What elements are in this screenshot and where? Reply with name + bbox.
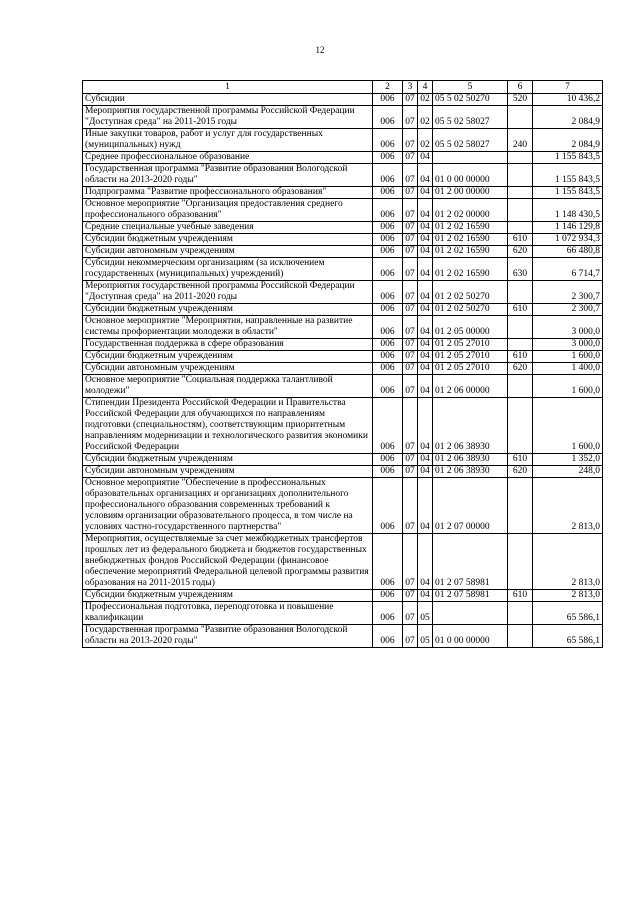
row-csr-cell: 05 5 02 50270 bbox=[433, 94, 508, 106]
row-gr-cell: 006 bbox=[373, 590, 403, 602]
row-gr-cell: 006 bbox=[373, 164, 403, 187]
table-row bbox=[83, 602, 603, 625]
row-rz-cell: 07 bbox=[403, 94, 418, 106]
table-row bbox=[83, 258, 603, 281]
row-pr-cell: 04 bbox=[418, 187, 433, 199]
row-gr-cell: 006 bbox=[373, 94, 403, 106]
column-header: 5 bbox=[433, 81, 508, 94]
table-row bbox=[83, 363, 603, 375]
table-row bbox=[83, 129, 603, 152]
row-name-cell: Субсидии некоммерческим организациям (за исключением государственных (муниципальных) учреждений) bbox=[83, 258, 373, 281]
page-number: 12 bbox=[315, 45, 325, 55]
row-csr-cell: 01 2 02 50270 bbox=[433, 304, 508, 316]
row-name-cell: Субсидии автономным учреждениям bbox=[83, 466, 373, 478]
row-gr-cell: 006 bbox=[373, 106, 403, 129]
row-pr-cell: 04 bbox=[418, 398, 433, 454]
row-csr-cell bbox=[433, 152, 508, 164]
table-row bbox=[83, 625, 603, 648]
row-sum-cell: 3 000,0 bbox=[533, 339, 603, 351]
row-sum-cell: 1 600,0 bbox=[533, 375, 603, 398]
table-row bbox=[83, 164, 603, 187]
table-header-row bbox=[83, 81, 603, 94]
row-rz-cell: 07 bbox=[403, 466, 418, 478]
row-name-cell: Основное мероприятие "Обеспечение в профессиональных образовательных организациях и организациях дополнительного профессионального образования современных требований к условиям организации образовательного процесса, в том числе на условиях частно-государственного партнерства" bbox=[83, 478, 373, 534]
row-sum-cell: 2 813,0 bbox=[533, 478, 603, 534]
row-pr-cell: 04 bbox=[418, 375, 433, 398]
row-name-cell: Государственная поддержка в сфере образования bbox=[83, 339, 373, 351]
row-pr-cell: 04 bbox=[418, 363, 433, 375]
row-name-cell: Средние специальные учебные заведения bbox=[83, 222, 373, 234]
row-rz-cell: 07 bbox=[403, 222, 418, 234]
row-rz-cell: 07 bbox=[403, 152, 418, 164]
row-rz-cell: 07 bbox=[403, 478, 418, 534]
row-csr-cell: 01 2 05 27010 bbox=[433, 363, 508, 375]
table-body bbox=[83, 94, 603, 648]
row-vr-cell bbox=[508, 199, 533, 222]
row-sum-cell: 1 155 843,5 bbox=[533, 187, 603, 199]
row-sum-cell: 1 072 934,3 bbox=[533, 234, 603, 246]
row-name-cell: Субсидии автономным учреждениям bbox=[83, 363, 373, 375]
row-csr-cell: 01 2 02 16590 bbox=[433, 258, 508, 281]
row-sum-cell: 6 714,7 bbox=[533, 258, 603, 281]
row-sum-cell: 2 300,7 bbox=[533, 281, 603, 304]
row-rz-cell: 07 bbox=[403, 199, 418, 222]
row-vr-cell bbox=[508, 602, 533, 625]
row-sum-cell: 2 084,9 bbox=[533, 106, 603, 129]
row-sum-cell: 1 148 430,5 bbox=[533, 199, 603, 222]
row-csr-cell: 01 2 05 27010 bbox=[433, 351, 508, 363]
row-vr-cell bbox=[508, 187, 533, 199]
row-gr-cell: 006 bbox=[373, 478, 403, 534]
table-row bbox=[83, 304, 603, 316]
row-name-cell: Основное мероприятие "Социальная поддержка талантливой молодежи" bbox=[83, 375, 373, 398]
row-name-cell: Мероприятия государственной программы Российской Федерации "Доступная среда" на 2011-2020 годы bbox=[83, 281, 373, 304]
row-gr-cell: 006 bbox=[373, 152, 403, 164]
row-vr-cell: 620 bbox=[508, 466, 533, 478]
table-row bbox=[83, 466, 603, 478]
row-pr-cell: 04 bbox=[418, 199, 433, 222]
row-vr-cell: 610 bbox=[508, 454, 533, 466]
row-gr-cell: 006 bbox=[373, 316, 403, 339]
row-gr-cell: 006 bbox=[373, 351, 403, 363]
row-name-cell: Иные закупки товаров, работ и услуг для государственных (муниципальных) нужд bbox=[83, 129, 373, 152]
row-name-cell: Субсидии бюджетным учреждениям bbox=[83, 351, 373, 363]
row-gr-cell: 006 bbox=[373, 602, 403, 625]
row-sum-cell: 1 155 843,5 bbox=[533, 152, 603, 164]
row-rz-cell: 07 bbox=[403, 339, 418, 351]
column-header: 1 bbox=[83, 81, 373, 94]
row-pr-cell: 04 bbox=[418, 316, 433, 339]
row-gr-cell: 006 bbox=[373, 363, 403, 375]
row-vr-cell: 240 bbox=[508, 129, 533, 152]
row-name-cell: Среднее профессиональное образование bbox=[83, 152, 373, 164]
row-vr-cell bbox=[508, 339, 533, 351]
table-row bbox=[83, 375, 603, 398]
row-gr-cell: 006 bbox=[373, 246, 403, 258]
row-name-cell: Субсидии бюджетным учреждениям bbox=[83, 590, 373, 602]
table-row bbox=[83, 339, 603, 351]
row-vr-cell: 520 bbox=[508, 94, 533, 106]
row-vr-cell bbox=[508, 281, 533, 304]
row-name-cell: Мероприятия, осуществляемые за счет межбюджетных трансфертов прошлых лет из федерального бюджета и бюджетов государственных внебюджетных фондов Российской Федерации (финансовое обеспечение мероприятий Федеральной целевой программы развития образования на 2011-2015 годы) bbox=[83, 534, 373, 590]
table-row bbox=[83, 281, 603, 304]
row-name-cell: Субсидии автономным учреждениям bbox=[83, 246, 373, 258]
row-sum-cell: 65 586,1 bbox=[533, 602, 603, 625]
row-gr-cell: 006 bbox=[373, 222, 403, 234]
row-csr-cell: 01 2 05 00000 bbox=[433, 316, 508, 339]
row-pr-cell: 05 bbox=[418, 625, 433, 648]
row-sum-cell: 2 300,7 bbox=[533, 304, 603, 316]
table-row bbox=[83, 398, 603, 454]
row-vr-cell bbox=[508, 478, 533, 534]
row-vr-cell bbox=[508, 398, 533, 454]
table-row bbox=[83, 246, 603, 258]
row-pr-cell: 04 bbox=[418, 454, 433, 466]
row-rz-cell: 07 bbox=[403, 129, 418, 152]
row-vr-cell: 630 bbox=[508, 258, 533, 281]
row-gr-cell: 006 bbox=[373, 466, 403, 478]
row-csr-cell: 01 2 02 16590 bbox=[433, 234, 508, 246]
column-header: 7 bbox=[533, 81, 603, 94]
row-gr-cell: 006 bbox=[373, 534, 403, 590]
budget-table bbox=[82, 80, 603, 648]
row-csr-cell: 01 2 00 00000 bbox=[433, 187, 508, 199]
row-vr-cell: 610 bbox=[508, 304, 533, 316]
row-pr-cell: 04 bbox=[418, 478, 433, 534]
row-sum-cell: 2 084,9 bbox=[533, 129, 603, 152]
row-rz-cell: 07 bbox=[403, 281, 418, 304]
table-row bbox=[83, 187, 603, 199]
row-vr-cell bbox=[508, 222, 533, 234]
row-pr-cell: 04 bbox=[418, 246, 433, 258]
row-gr-cell: 006 bbox=[373, 304, 403, 316]
row-csr-cell: 05 5 02 58027 bbox=[433, 129, 508, 152]
row-rz-cell: 07 bbox=[403, 375, 418, 398]
row-pr-cell: 04 bbox=[418, 152, 433, 164]
row-csr-cell bbox=[433, 602, 508, 625]
row-sum-cell: 2 813,0 bbox=[533, 534, 603, 590]
row-rz-cell: 07 bbox=[403, 106, 418, 129]
row-vr-cell: 610 bbox=[508, 351, 533, 363]
row-pr-cell: 04 bbox=[418, 258, 433, 281]
row-gr-cell: 006 bbox=[373, 281, 403, 304]
row-rz-cell: 07 bbox=[403, 398, 418, 454]
row-gr-cell: 006 bbox=[373, 129, 403, 152]
row-pr-cell: 02 bbox=[418, 106, 433, 129]
row-vr-cell: 620 bbox=[508, 246, 533, 258]
row-rz-cell: 07 bbox=[403, 164, 418, 187]
row-pr-cell: 04 bbox=[418, 222, 433, 234]
row-rz-cell: 07 bbox=[403, 602, 418, 625]
table-row bbox=[83, 199, 603, 222]
row-csr-cell: 01 2 02 16590 bbox=[433, 246, 508, 258]
row-sum-cell: 3 000,0 bbox=[533, 316, 603, 339]
row-sum-cell: 1 146 129,8 bbox=[533, 222, 603, 234]
row-sum-cell: 1 400,0 bbox=[533, 363, 603, 375]
row-vr-cell bbox=[508, 316, 533, 339]
row-pr-cell: 05 bbox=[418, 602, 433, 625]
table-row bbox=[83, 234, 603, 246]
row-csr-cell: 01 2 07 58981 bbox=[433, 590, 508, 602]
row-csr-cell: 01 2 06 38930 bbox=[433, 398, 508, 454]
row-gr-cell: 006 bbox=[373, 339, 403, 351]
table-row bbox=[83, 534, 603, 590]
row-csr-cell: 01 2 06 00000 bbox=[433, 375, 508, 398]
table-row bbox=[83, 94, 603, 106]
row-sum-cell: 1 600,0 bbox=[533, 351, 603, 363]
row-gr-cell: 006 bbox=[373, 625, 403, 648]
row-vr-cell bbox=[508, 106, 533, 129]
row-csr-cell: 01 2 02 50270 bbox=[433, 281, 508, 304]
row-sum-cell: 66 480,8 bbox=[533, 246, 603, 258]
row-csr-cell: 01 2 07 58981 bbox=[433, 534, 508, 590]
row-gr-cell: 006 bbox=[373, 398, 403, 454]
row-rz-cell: 07 bbox=[403, 187, 418, 199]
row-name-cell: Субсидии бюджетным учреждениям bbox=[83, 234, 373, 246]
row-pr-cell: 04 bbox=[418, 590, 433, 602]
row-pr-cell: 02 bbox=[418, 129, 433, 152]
row-name-cell: Субсидии bbox=[83, 94, 373, 106]
row-sum-cell: 2 813,0 bbox=[533, 590, 603, 602]
row-name-cell: Профессиональная подготовка, переподготовка и повышение квалификации bbox=[83, 602, 373, 625]
column-header: 4 bbox=[418, 81, 433, 94]
column-header: 2 bbox=[373, 81, 403, 94]
row-sum-cell: 10 436,2 bbox=[533, 94, 603, 106]
row-name-cell: Мероприятия государственной программы Российской Федерации "Доступная среда" на 2011-2015 годы bbox=[83, 106, 373, 129]
row-pr-cell: 04 bbox=[418, 234, 433, 246]
row-csr-cell: 01 0 00 00000 bbox=[433, 164, 508, 187]
table-row bbox=[83, 316, 603, 339]
table-row bbox=[83, 222, 603, 234]
column-header: 3 bbox=[403, 81, 418, 94]
row-pr-cell: 04 bbox=[418, 466, 433, 478]
row-vr-cell bbox=[508, 152, 533, 164]
row-sum-cell: 1 600,0 bbox=[533, 398, 603, 454]
row-vr-cell bbox=[508, 375, 533, 398]
row-name-cell: Основное мероприятие "Организация предоставления среднего профессионального образования" bbox=[83, 199, 373, 222]
row-name-cell: Субсидии бюджетным учреждениям bbox=[83, 454, 373, 466]
row-name-cell: Стипендии Президента Российской Федерации и Правительства Российской Федерации для обучающихся по направлениям подготовки (специальностям), соответствующим приоритетным направлениям модернизации и технологического развития экономики Российской Федерации bbox=[83, 398, 373, 454]
row-csr-cell: 01 2 05 27010 bbox=[433, 339, 508, 351]
table-row bbox=[83, 351, 603, 363]
row-rz-cell: 07 bbox=[403, 454, 418, 466]
row-pr-cell: 04 bbox=[418, 534, 433, 590]
row-csr-cell: 01 2 02 00000 bbox=[433, 199, 508, 222]
row-gr-cell: 006 bbox=[373, 234, 403, 246]
row-name-cell: Государственная программа "Развитие образования Вологодской области на 2013-2020 годы" bbox=[83, 164, 373, 187]
table-row bbox=[83, 152, 603, 164]
row-csr-cell: 05 5 02 58027 bbox=[433, 106, 508, 129]
row-csr-cell: 01 2 07 00000 bbox=[433, 478, 508, 534]
row-rz-cell: 07 bbox=[403, 351, 418, 363]
row-sum-cell: 248,0 bbox=[533, 466, 603, 478]
row-vr-cell bbox=[508, 164, 533, 187]
row-csr-cell: 01 2 06 38930 bbox=[433, 454, 508, 466]
row-vr-cell: 620 bbox=[508, 363, 533, 375]
row-name-cell: Государственная программа "Развитие образования Вологодской области на 2013-2020 годы" bbox=[83, 625, 373, 648]
column-header: 6 bbox=[508, 81, 533, 94]
row-sum-cell: 1 352,0 bbox=[533, 454, 603, 466]
table-row bbox=[83, 106, 603, 129]
row-pr-cell: 04 bbox=[418, 164, 433, 187]
row-name-cell: Подпрограмма "Развитие профессионального образования" bbox=[83, 187, 373, 199]
row-vr-cell: 610 bbox=[508, 234, 533, 246]
row-rz-cell: 07 bbox=[403, 363, 418, 375]
row-sum-cell: 1 155 843,5 bbox=[533, 164, 603, 187]
row-name-cell: Основное мероприятие "Мероприятия, направленные на развитие системы профориентации молодежи в области" bbox=[83, 316, 373, 339]
row-rz-cell: 07 bbox=[403, 625, 418, 648]
row-gr-cell: 006 bbox=[373, 199, 403, 222]
row-pr-cell: 02 bbox=[418, 94, 433, 106]
row-vr-cell bbox=[508, 625, 533, 648]
row-rz-cell: 07 bbox=[403, 316, 418, 339]
row-rz-cell: 07 bbox=[403, 246, 418, 258]
row-vr-cell bbox=[508, 534, 533, 590]
table-row bbox=[83, 454, 603, 466]
table-row bbox=[83, 590, 603, 602]
row-name-cell: Субсидии бюджетным учреждениям bbox=[83, 304, 373, 316]
table-row bbox=[83, 478, 603, 534]
row-rz-cell: 07 bbox=[403, 258, 418, 281]
row-gr-cell: 006 bbox=[373, 375, 403, 398]
row-vr-cell: 610 bbox=[508, 590, 533, 602]
row-pr-cell: 04 bbox=[418, 304, 433, 316]
row-pr-cell: 04 bbox=[418, 281, 433, 304]
row-csr-cell: 01 0 00 00000 bbox=[433, 625, 508, 648]
row-rz-cell: 07 bbox=[403, 534, 418, 590]
row-csr-cell: 01 2 06 38930 bbox=[433, 466, 508, 478]
row-pr-cell: 04 bbox=[418, 351, 433, 363]
row-gr-cell: 006 bbox=[373, 258, 403, 281]
row-gr-cell: 006 bbox=[373, 454, 403, 466]
row-gr-cell: 006 bbox=[373, 187, 403, 199]
row-sum-cell: 65 586,1 bbox=[533, 625, 603, 648]
row-rz-cell: 07 bbox=[403, 234, 418, 246]
row-csr-cell: 01 2 02 16590 bbox=[433, 222, 508, 234]
row-rz-cell: 07 bbox=[403, 304, 418, 316]
row-rz-cell: 07 bbox=[403, 590, 418, 602]
row-pr-cell: 04 bbox=[418, 339, 433, 351]
